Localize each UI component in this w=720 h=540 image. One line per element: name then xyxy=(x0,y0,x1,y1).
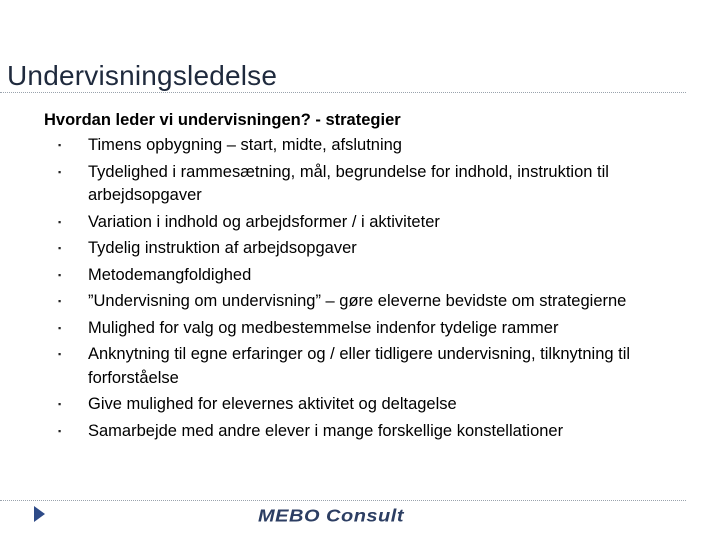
bullet-icon: ▪ xyxy=(58,166,62,177)
title-divider xyxy=(0,92,686,93)
bullet-icon: ▪ xyxy=(58,296,62,306)
bullet-icon: ▪ xyxy=(58,399,62,409)
list-item-text: ”Undervisning om undervisning” – gøre eleverne bevidste om strategierne xyxy=(88,292,627,310)
list-item-text: Timens opbygning – start, midte, afslutning xyxy=(88,136,402,154)
list-item-text: Variation i indhold og arbejdsformer / i aktiviteter xyxy=(88,212,440,231)
bullet-icon: ▪ xyxy=(58,322,62,333)
list-item xyxy=(44,317,694,341)
bullet-icon: ▪ xyxy=(58,269,62,280)
list-item-text: Tydelig instruktion af arbejdsopgaver xyxy=(88,239,357,257)
slide-title: Undervisningsledelse xyxy=(7,60,278,91)
list-item xyxy=(44,161,694,208)
list-item-text: Tydelighed i rammesætning, mål, begrundelse for indhold, instruktion til arbejdsopgaver xyxy=(88,162,609,204)
bullet-icon: ▪ xyxy=(58,140,62,150)
list-item xyxy=(44,343,694,390)
list-item xyxy=(44,134,694,158)
slide-content xyxy=(44,109,694,443)
footer-divider xyxy=(0,500,686,501)
bullet-list xyxy=(44,134,694,443)
list-item-text: Samarbejde med andre elever i mange forskellige konstellationer xyxy=(88,421,564,440)
play-arrow-icon[interactable] xyxy=(34,506,45,522)
list-item-text: Give mulighed for elevernes aktivitet og deltagelse xyxy=(88,395,457,413)
bullet-icon: ▪ xyxy=(58,216,62,227)
list-item-text: Mulighed for valg og medbestemmelse indenfor tydelige rammer xyxy=(88,318,559,337)
list-item xyxy=(44,211,694,235)
list-item-text: Metodemangfoldighed xyxy=(88,265,252,284)
list-item xyxy=(44,264,694,288)
content-heading: Hvordan leder vi undervisningen? - strategier xyxy=(44,111,401,129)
list-item xyxy=(44,420,694,444)
bullet-icon: ▪ xyxy=(58,243,62,253)
mebo-consult-logo: MEBO Consult xyxy=(258,506,404,526)
list-item-text: Anknytning til egne erfaringer og / eller tidligere undervisning, tilknytning til forforståelse xyxy=(88,345,631,387)
list-item xyxy=(44,237,694,261)
bullet-icon: ▪ xyxy=(58,349,62,359)
bullet-icon: ▪ xyxy=(58,425,62,436)
list-item xyxy=(44,393,694,417)
list-item xyxy=(44,290,694,314)
